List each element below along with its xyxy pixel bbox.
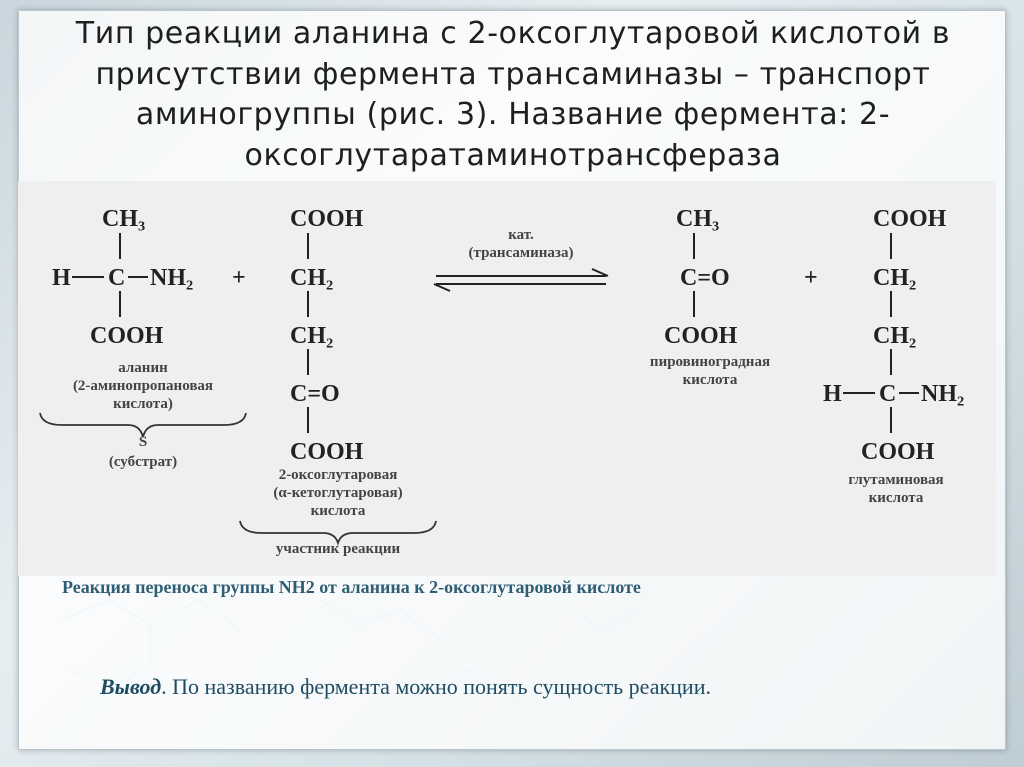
substrate-label: (субстрат) [108,454,178,470]
glutamate-structure [823,206,964,506]
pyruvate-cooh: COOH [664,323,738,349]
alanine-h: H [52,265,71,291]
figure-caption: Реакция переноса группы NH2 от аланина к 2-оксоглутаровой кислоте [62,577,641,597]
pyruvate-name-2: кислота [682,372,738,388]
conclusion-label: Вывод [100,674,162,699]
glutamate-cooh-top: COOH [873,206,947,232]
glutamate-h: H [823,381,842,407]
alanine-structure [40,206,246,470]
pyruvate-ch3: CH₃ [676,206,720,232]
participant-brace [240,521,436,543]
plus-sign: + [804,265,818,291]
oxoglutarate-name-2: кислота [310,503,366,519]
plus-sign: + [232,265,246,291]
title-line-4: оксоглутаратаминотрансфераза [244,137,782,173]
pyruvate-name: пировиноградная [649,354,771,370]
title-line-3: аминогруппы (рис. 3). Название фермента: 2- [135,97,891,132]
glutamate-name-2: кислота [868,490,924,506]
alanine-nh2: NH₂ [150,265,194,291]
glutamate-name: глутаминовая [848,472,944,488]
slide-title [30,14,996,176]
glutamate-c: C [879,381,897,407]
oxoglutarate-ch2-1: CH₂ [290,265,334,291]
oxoglutarate-cooh-top: COOH [290,206,364,232]
oxoglutarate-name: 2-оксоглутаровая [278,467,398,483]
alanine-iupac-2: кислота) [113,396,173,412]
reaction-diagram [18,181,996,576]
glutamate-ch2-2: CH₂ [873,323,917,349]
pyruvate-co: C=O [680,265,730,291]
oxoglutarate-co: C=O [290,381,340,407]
glutamate-nh2: NH₂ [921,381,965,407]
oxoglutarate-ch2-2: CH₂ [290,323,334,349]
reverse-arrowhead [434,284,450,291]
oxoglutarate-alt-name: (α-кетоглутаровая) [273,485,403,501]
alanine-cooh: COOH [90,323,164,349]
catalyst-label: кат. [508,227,534,243]
substrate-symbol: S [138,434,148,450]
alanine-c: C [108,265,126,291]
oxoglutarate-cooh-bottom: COOH [290,439,364,465]
enzyme-label: (трансаминаза) [468,245,574,261]
participant-label: участник реакции [275,541,401,557]
alanine-name: аланин [118,360,168,376]
glutamate-ch2-1: CH₂ [873,265,917,291]
glutamate-cooh-bottom: COOH [861,439,935,465]
alanine-ch3: CH₃ [102,206,146,232]
alanine-iupac: (2-аминопропановая [72,378,214,394]
equilibrium-arrow [434,227,608,291]
oxoglutarate-structure [240,206,436,557]
forward-arrowhead [592,269,608,276]
conclusion-text: . По названию фермента можно понять сущность реакции. [161,674,711,699]
title-line-1: Тип реакции аланина с 2-оксоглутаровой кислотой в [75,16,951,51]
pyruvate-structure [650,206,770,388]
title-line-2: присутствии фермента трансаминазы – транспорт [95,56,931,92]
conclusion [100,674,711,700]
